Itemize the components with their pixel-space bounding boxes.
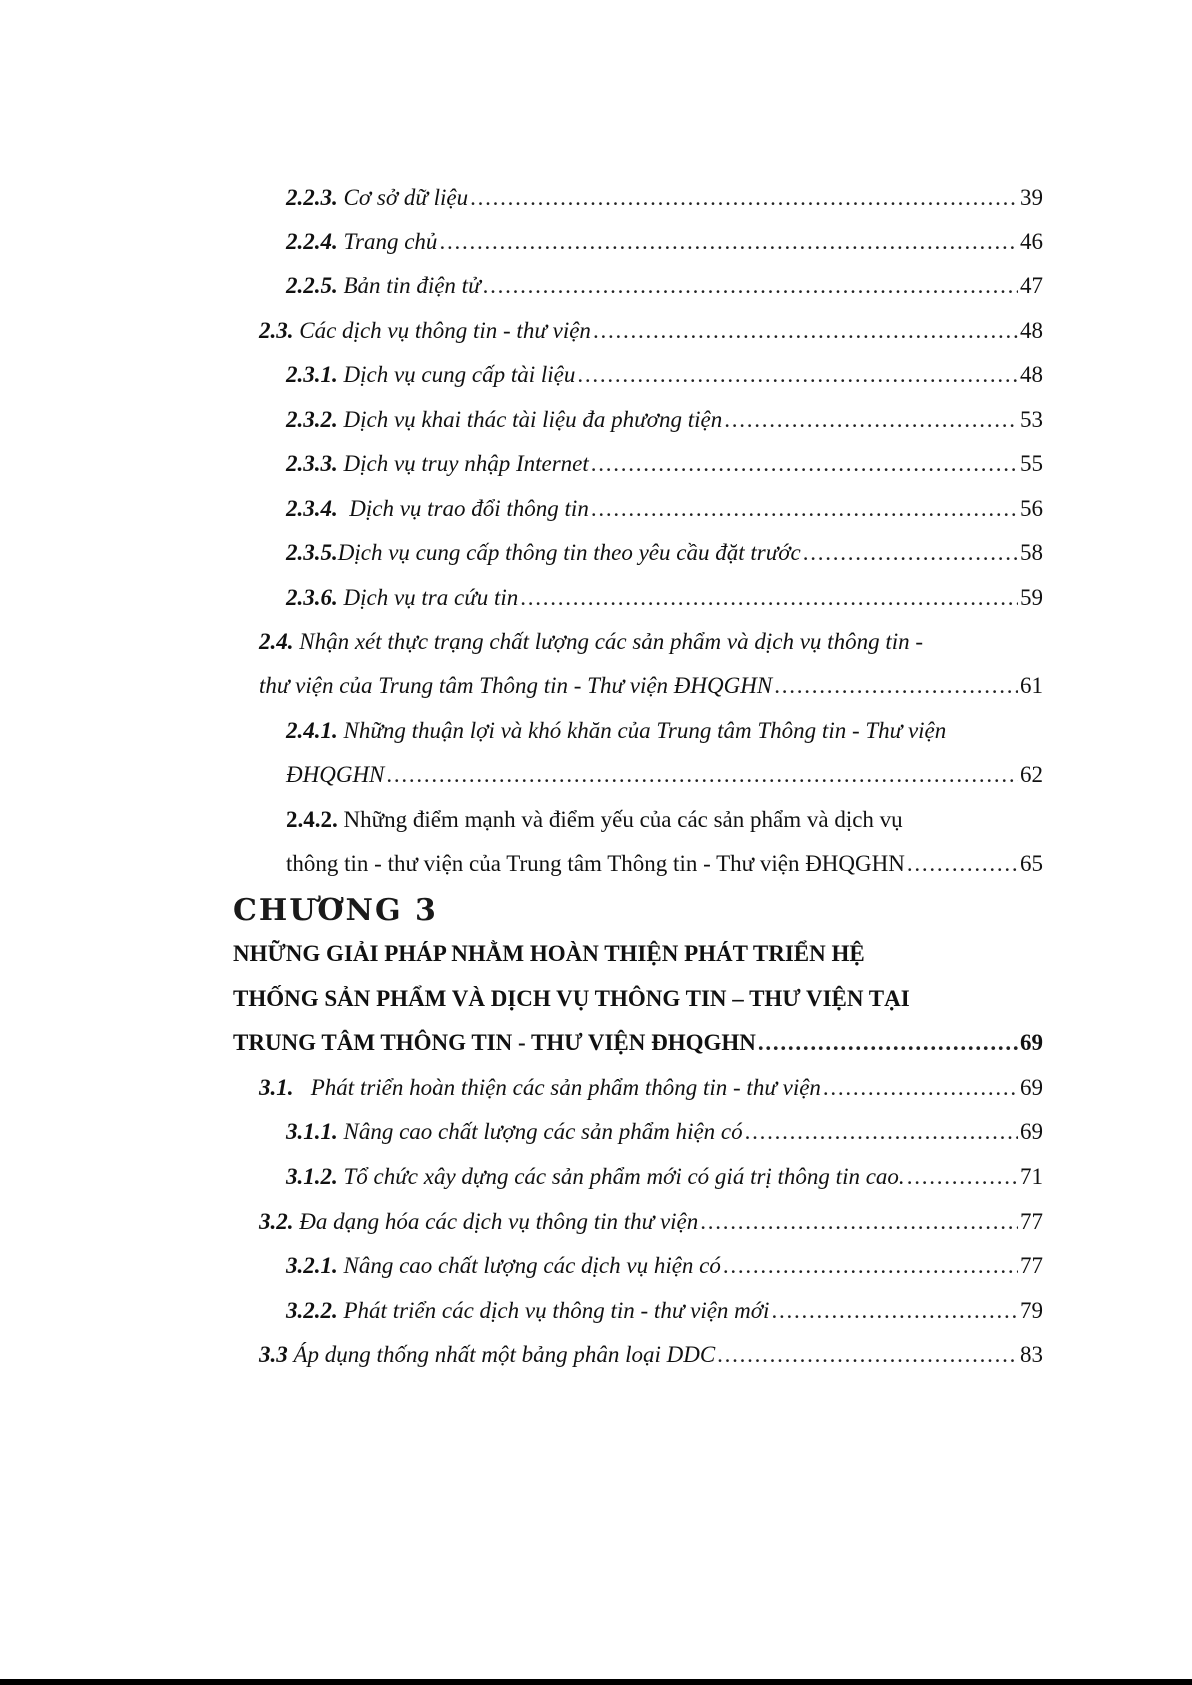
- dot-leader: [593, 309, 1018, 353]
- dot-leader: [907, 842, 1018, 886]
- entry-number: 3.2.2.: [286, 1298, 338, 1323]
- toc-entry: [259, 1333, 1043, 1377]
- toc-entry: [286, 487, 1043, 531]
- entry-page: 77: [1020, 1209, 1043, 1234]
- entry-title: Nâng cao chất lượng các dịch vụ hiện có: [343, 1253, 721, 1278]
- entry-number: 3.3: [259, 1342, 288, 1367]
- toc-entry: [286, 264, 1043, 308]
- entry-title: Dịch vụ cung cấp tài liệu: [343, 362, 576, 387]
- entry-title: Phát triển hoàn thiện các sản phẩm thông tin - thư viện: [310, 1075, 821, 1100]
- dot-leader: [386, 753, 1018, 797]
- toc-entry: [259, 309, 1043, 353]
- entry-number: 3.1.: [259, 1075, 294, 1100]
- entry-page: 71: [1020, 1164, 1043, 1189]
- entry-number: 2.2.4.: [286, 229, 338, 254]
- toc-entry: [286, 531, 1043, 575]
- entry-title-line2: ĐHQGHN: [286, 762, 385, 787]
- entry-title: Dịch vụ tra cứu tin: [343, 585, 519, 610]
- toc-entry: [286, 1155, 1043, 1199]
- dot-leader: [483, 264, 1018, 308]
- toc-entry: [259, 1066, 1043, 1110]
- toc-entry: [286, 176, 1043, 220]
- dot-leader: [724, 398, 1018, 442]
- dot-leader: [758, 1021, 1018, 1065]
- entry-page: 69: [1020, 1075, 1043, 1100]
- entry-title: Cơ sở dữ liệu: [343, 185, 469, 210]
- entry-title-line1: Những thuận lợi và khó khăn của Trung tâm Thông tin - Thư viện: [343, 718, 947, 743]
- entry-page: 48: [1020, 318, 1043, 343]
- toc-entry: [286, 1244, 1043, 1288]
- toc-entry: [286, 709, 1043, 797]
- entry-title: Dịch vụ trao đổi thông tin: [349, 496, 589, 521]
- entry-page: 55: [1020, 451, 1043, 476]
- dot-leader: [591, 487, 1018, 531]
- entry-title: Áp dụng thống nhất một bảng phân loại DDC: [293, 1342, 716, 1367]
- entry-title: Dịch vụ khai thác tài liệu đa phương tiện: [343, 407, 723, 432]
- entry-number: 2.3.3.: [286, 451, 338, 476]
- dot-leader: [723, 1244, 1018, 1288]
- dot-leader: [823, 1066, 1018, 1110]
- entry-page: 56: [1020, 496, 1043, 521]
- toc-entry: [286, 442, 1043, 486]
- chapter-title-line3-row: [233, 1021, 1043, 1065]
- entry-number: 3.1.2.: [286, 1164, 338, 1189]
- entry-number: 3.2.1.: [286, 1253, 338, 1278]
- entry-title: Dịch vụ cung cấp thông tin theo yêu cầu đặt trước: [337, 540, 801, 565]
- toc-entry: [286, 1289, 1043, 1333]
- entry-page: 83: [1020, 1342, 1043, 1367]
- entry-title: Các dịch vụ thông tin - thư viện: [299, 318, 591, 343]
- entry-page: 77: [1020, 1253, 1043, 1278]
- chapter-title-line2: THỐNG SẢN PHẨM VÀ DỊCH VỤ THÔNG TIN – THƯ VIỆN TẠI: [233, 986, 910, 1011]
- entry-number: 2.3.1.: [286, 362, 338, 387]
- entry-title: Đa dạng hóa các dịch vụ thông tin thư viện: [299, 1209, 699, 1234]
- dot-leader: [745, 1110, 1018, 1154]
- entry-title: Phát triển các dịch vụ thông tin - thư viện mới: [343, 1298, 770, 1323]
- entry-page: 58: [1020, 540, 1043, 565]
- entry-number: 3.2.: [259, 1209, 294, 1234]
- toc-entry: [286, 398, 1043, 442]
- toc-entry: [286, 798, 1043, 886]
- entry-title: Bản tin điện tử: [343, 273, 481, 298]
- entry-page: 39: [1020, 185, 1043, 210]
- entry-number: 2.2.3.: [286, 185, 338, 210]
- entry-page: 53: [1020, 407, 1043, 432]
- entry-number: 2.3.6.: [286, 585, 338, 610]
- chapter-title-line1: NHỮNG GIẢI PHÁP NHẰM HOÀN THIỆN PHÁT TRIỂN HỆ: [233, 941, 865, 966]
- entry-number: 2.4.2.: [286, 807, 338, 832]
- toc-entry: [286, 576, 1043, 620]
- entry-page: 47: [1020, 273, 1043, 298]
- entry-title: Dịch vụ truy nhập Internet: [343, 451, 589, 476]
- dot-leader: [907, 1155, 1018, 1199]
- dot-leader: [470, 176, 1018, 220]
- toc-entry: [286, 220, 1043, 264]
- entry-title-line1: Nhận xét thực trạng chất lượng các sản phẩm và dịch vụ thông tin -: [299, 629, 924, 654]
- dot-leader: [717, 1333, 1018, 1377]
- dot-leader: [774, 664, 1018, 708]
- entry-number: 2.4.: [259, 629, 294, 654]
- dot-leader: [803, 531, 1018, 575]
- entry-title: Nâng cao chất lượng các sản phẩm hiện có: [343, 1119, 743, 1144]
- entry-page: 48: [1020, 362, 1043, 387]
- entry-number: 2.3.4.: [286, 496, 338, 521]
- dot-leader: [439, 220, 1018, 264]
- toc-entry: [259, 620, 1043, 708]
- entry-title: Trang chủ: [343, 229, 438, 254]
- page-bottom-border: [0, 1679, 1192, 1685]
- entry-number: 2.3.: [259, 318, 294, 343]
- entry-page: 69: [1020, 1119, 1043, 1144]
- entry-page: 79: [1020, 1298, 1043, 1323]
- entry-number: 2.3.5.: [286, 540, 338, 565]
- dot-leader: [520, 576, 1018, 620]
- dot-leader: [577, 353, 1018, 397]
- entry-number: 2.4.1.: [286, 718, 338, 743]
- chapter-title-line3: TRUNG TÂM THÔNG TIN - THƯ VIỆN ĐHQGHN: [233, 1030, 756, 1055]
- entry-page: 65: [1020, 851, 1043, 876]
- entry-title-line2: thông tin - thư viện của Trung tâm Thông tin - Thư viện ĐHQGHN: [286, 851, 905, 876]
- chapter-page: 69: [1020, 1030, 1043, 1055]
- entry-number: 2.2.5.: [286, 273, 338, 298]
- toc-entry: [286, 1110, 1043, 1154]
- dot-leader: [771, 1289, 1018, 1333]
- entry-page: 59: [1020, 585, 1043, 610]
- entry-title: Tổ chức xây dựng các sản phẩm mới có giá trị thông tin cao.: [343, 1164, 905, 1189]
- dot-leader: [591, 442, 1018, 486]
- entry-number: 2.3.2.: [286, 407, 338, 432]
- dot-leader: [700, 1200, 1018, 1244]
- entry-page: 61: [1020, 673, 1043, 698]
- entry-page: 62: [1020, 762, 1043, 787]
- entry-page: 46: [1020, 229, 1043, 254]
- toc-entry: [259, 1200, 1043, 1244]
- chapter-heading: CHƯƠNG 3: [233, 893, 438, 928]
- toc-entry: [286, 353, 1043, 397]
- entry-title-line2: thư viện của Trung tâm Thông tin - Thư viện ĐHQGHN: [259, 673, 773, 698]
- entry-number: 3.1.1.: [286, 1119, 338, 1144]
- entry-title-line1: Những điểm mạnh và điểm yếu của các sản phẩm và dịch vụ: [343, 807, 903, 832]
